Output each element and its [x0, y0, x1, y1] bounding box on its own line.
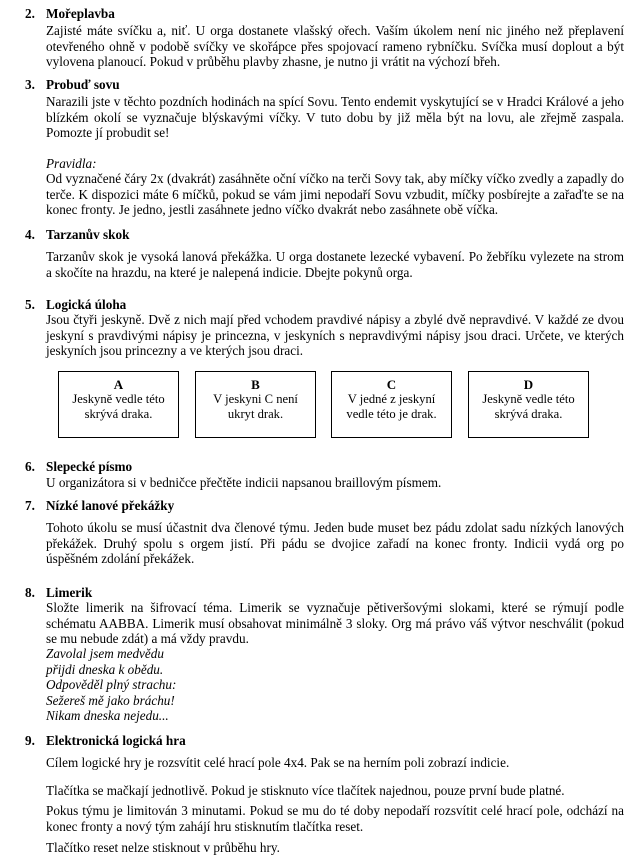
task-text: Složte limerik na šifrovací téma. Limerik se vyznačuje pětiveršovými slokami, které se rýmují podle schématu AABBA. Limerik musí obsahovat minimálně 3 sloky. Org má právo váš výtvor neschválit (pokud se mu nebude zdát) a má vždy pravdu.	[46, 600, 624, 646]
task-title: Elektronická logická hra	[46, 733, 186, 748]
poem-line: Odpověděl plný strachu:	[46, 677, 177, 692]
poem	[46, 646, 624, 724]
task-title: Probuď sovu	[46, 77, 120, 92]
cave-letter: B	[251, 377, 260, 392]
task-number: 8.	[25, 585, 35, 600]
task-text: Tlačítko reset nelze stisknout v průběhu hry.	[46, 840, 280, 855]
task-title: Nízké lanové překážky	[46, 498, 175, 513]
task-number: 7.	[25, 498, 35, 513]
task-text: Zajisté máte svíčku a, niť. U orga dostanete vlašský ořech. Vaším úkolem není nic jiného než přeplavení otevřeného ohně v podobě svíčky ve skořápce přes spojovací rameno rybníčku. Svíčka musí doplout a být vylovena planoucí. Pokud v průběhu plavby zhasne, je nutno ji vrátit na výchozí břeh.	[46, 23, 624, 69]
task-title: Tarzanův skok	[46, 227, 130, 242]
cave-letter: A	[113, 377, 124, 392]
poem-line: Sežereš mě jako bráchu!	[46, 692, 175, 708]
cave-line: ukryt drak.	[227, 407, 284, 421]
cave-line: V jedné z jeskyní	[347, 392, 436, 406]
task-number: 2.	[25, 6, 35, 21]
task-text: Pokus týmu je limitován 3 minutami. Pokud se mu do té doby nepodaří rozsvítit celé hrací pole, odchází na konec fronty a nový tým zahájí hru stisknutím tlačítka reset.	[46, 803, 624, 834]
cave-box-a	[58, 371, 179, 438]
cave-box-c	[331, 371, 452, 438]
task-text: Cílem logické hry je rozsvítit celé hrací pole 4x4. Pak se na herním poli zobrazí indicie.	[46, 755, 510, 770]
poem-line: přijdi dneska k obědu.	[46, 661, 164, 677]
task-number: 6.	[25, 459, 35, 474]
cave-box-b	[195, 371, 316, 438]
task-text: Narazili jste v těchto pozdních hodinách na spící Sovu. Tento endemit vyskytující se v Hradci Králové a jeho blízkém okolí se vyznačuje blýskavými víčky. V tuto dobu by již měla být na lovu, ale zřejmě zaspala. Pomozte jí probudit se!	[46, 94, 624, 140]
task-number: 9.	[25, 733, 35, 748]
poem-line: Nikam dneska nejedu...	[46, 708, 169, 723]
cave-box-d	[468, 371, 589, 438]
cave-line: skrývá draka.	[494, 407, 563, 421]
task-text: U organizátora si v bedničce přečtěte indicii napsanou braillovým písmem.	[46, 475, 442, 490]
task-title: Limerik	[46, 585, 93, 600]
cave-line: vedle této je drak.	[346, 407, 437, 421]
task-title: Slepecké písmo	[46, 459, 133, 474]
cave-letter: C	[386, 377, 397, 392]
cave-letter: D	[523, 377, 534, 392]
cave-line: V jeskyni C není	[213, 392, 298, 406]
cave-line: skrývá draka.	[84, 407, 153, 421]
task-text: Jsou čtyři jeskyně. Dvě z nich mají před vchodem pravdivé nápisy a zbylé dvě nepravdivé. V každé ze dvou jeskyní s pravdivými nápisy je princezna, v jeskyních s nepravdivými nápisy jsou draci. Určete, ve kterých jeskyních jsou princezny a ve kterých jsou draci.	[46, 312, 624, 358]
cave-line: Jeskyně vedle této	[482, 392, 575, 406]
task-number: 4.	[25, 227, 35, 242]
task-text: Tohoto úkolu se musí účastnit dva členové týmu. Jeden bude muset bez pádu zdolat sadu nízkých lanových překážek. Druhý spolu s orgem jistí. Při pádu se dvojice zařadí na konec fronty. Indicii vydá org po úspěšném zdolání překážek.	[46, 520, 624, 566]
rules-text: Od vyznačené čáry 2x (dvakrát) zasáhněte oční víčko na terči Sovy tak, aby míčky víčko zvedly a zapadly do terče. K dispozici máte 6 míčků, pokud se vám jimi nepodaří Sovu vzbudit, míčky posbírejte a zařaďte se na konec fronty. Je jedno, jestli zasáhnete jedno víčko dvakrát nebo zasáhnete obě víčka.	[46, 171, 624, 217]
task-number: 5.	[25, 297, 35, 312]
rules-label: Pravidla:	[46, 156, 97, 171]
poem-line: Zavolal jsem medvědu	[46, 646, 164, 661]
task-number: 3.	[25, 77, 35, 92]
caves-row	[0, 371, 637, 439]
task-text: Tarzanův skok je vysoká lanová překážka. U orga dostanete lezecké vybavení. Po žebříku vylezete na strom a skočíte na hrazdu, na které je nalepená indicie. Dbejte pokynů orga.	[46, 249, 624, 280]
task-text: Tlačítka se mačkají jednotlivě. Pokud je stisknuto více tlačítek najednou, pouze první bude platné.	[46, 783, 565, 798]
task-title: Mořeplavba	[46, 6, 115, 21]
cave-line: Jeskyně vedle této	[72, 392, 165, 406]
task-title: Logická úloha	[46, 297, 127, 312]
